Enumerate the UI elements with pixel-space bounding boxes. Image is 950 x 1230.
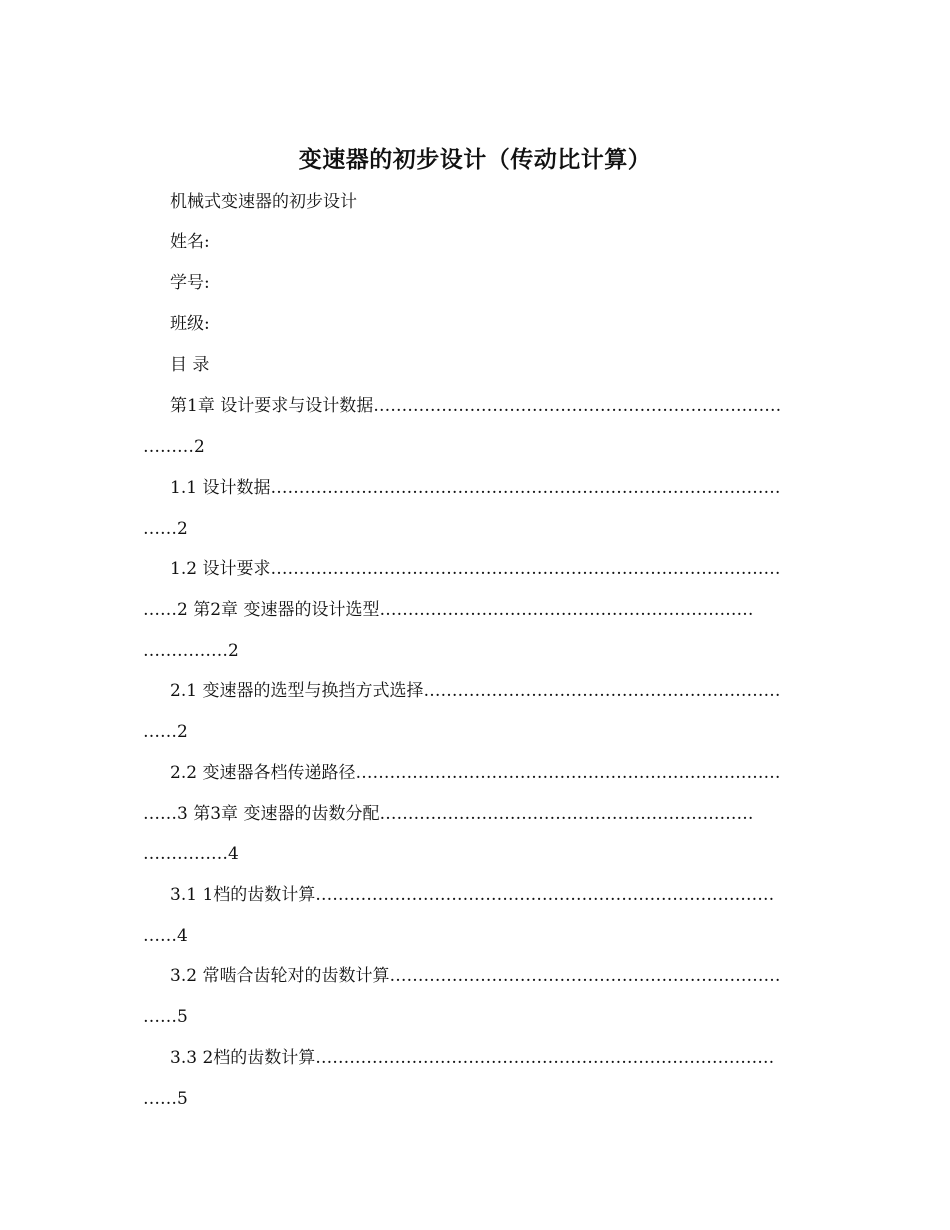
toc-line: 1.1 设计数据……………………………………………………………………………… <box>170 478 781 498</box>
student-id-label: 学号: <box>170 273 210 293</box>
toc-line: 第1章 设计要求与设计数据……………………………………………………………… <box>170 396 782 416</box>
toc-line: ……………2 <box>143 641 239 661</box>
toc-line: ……5 <box>143 1007 188 1027</box>
toc-line: ……4 <box>143 926 188 946</box>
toc-line: ……5 <box>143 1089 188 1109</box>
toc-line: 2.2 变速器各档传递路径………………………………………………………………… <box>170 763 781 783</box>
toc-line: 2.1 变速器的选型与换挡方式选择……………………………………………………… <box>170 681 781 701</box>
toc-line: 3.1 1档的齿数计算……………………………………………………………………… <box>170 885 775 905</box>
toc-line: ……2 <box>143 722 188 742</box>
toc-line: ……2 <box>143 519 188 539</box>
document-title: 变速器的初步设计（传动比计算） <box>298 146 652 173</box>
toc-line: ……………4 <box>143 844 239 864</box>
toc-line: ……2 第2章 变速器的设计选型………………………………………………………… <box>143 600 754 620</box>
toc-heading: 目 录 <box>170 355 210 375</box>
class-label: 班级: <box>170 314 210 334</box>
toc-line: ……3 第3章 变速器的齿数分配………………………………………………………… <box>143 804 754 824</box>
toc-line: 1.2 设计要求……………………………………………………………………………… <box>170 559 781 579</box>
subtitle-line: 机械式变速器的初步设计 <box>170 192 357 212</box>
toc-line: ………2 <box>143 437 205 457</box>
toc-line: 3.2 常啮合齿轮对的齿数计算…………………………………………………………… <box>170 966 781 986</box>
toc-line: 3.3 2档的齿数计算……………………………………………………………………… <box>170 1048 775 1068</box>
name-field-label: 姓名: <box>170 232 210 252</box>
